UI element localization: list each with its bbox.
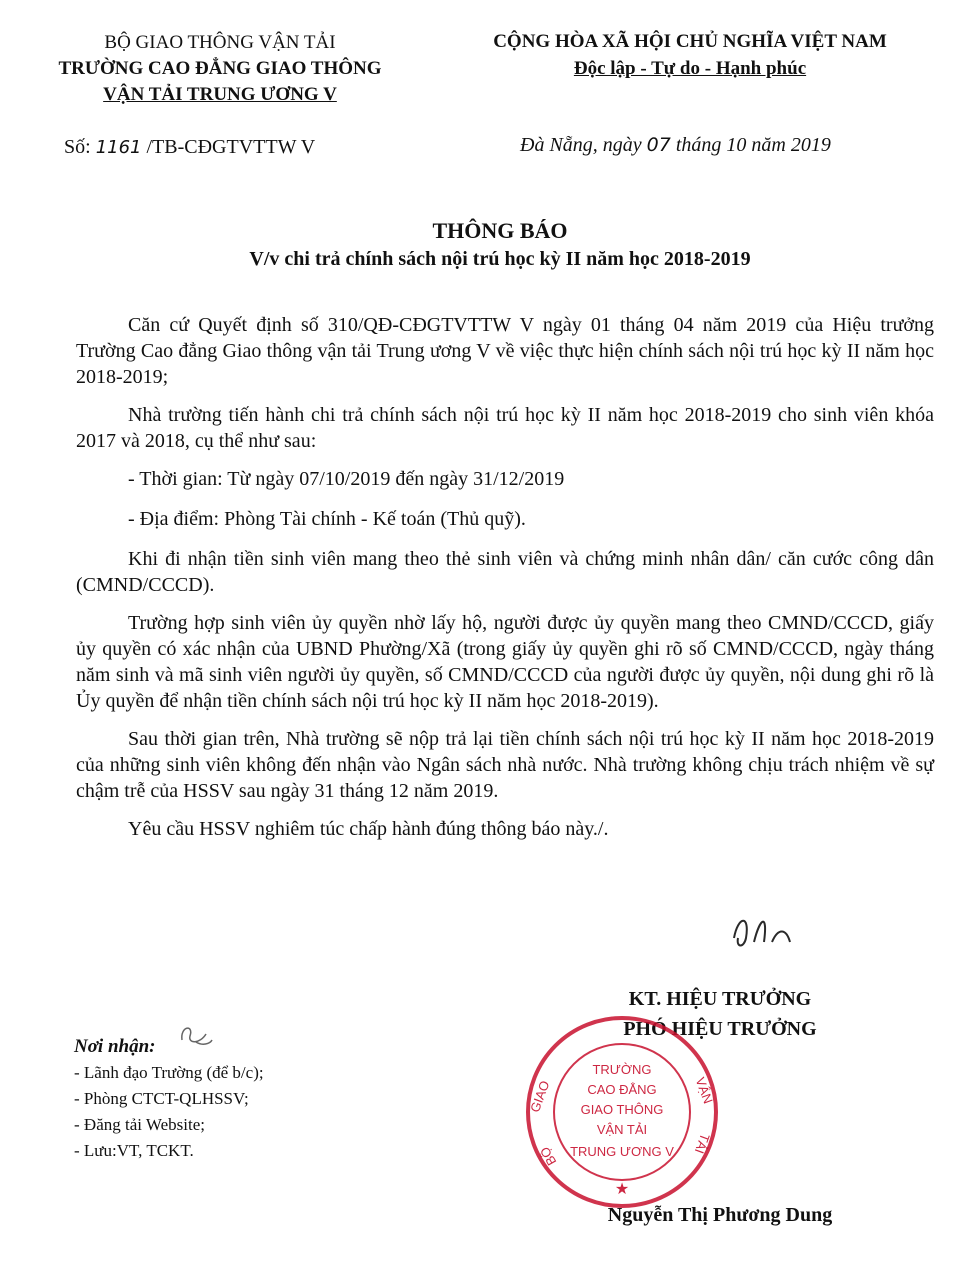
recipients-label: Nơi nhận: [74,1036,156,1057]
official-red-seal [522,1012,722,1212]
svg-text:VẬN: VẬN [692,1075,716,1106]
issuer-header [20,30,420,108]
paragraph-requirements: Khi đi nhận tiền sinh viên mang theo thẻ sinh viên và chứng minh nhân dân/ căn cước công dân (CMND/CCCD). [76,548,934,596]
document-subtitle: V/v chi trả chính sách nội trú học kỳ II năm học 2018-2019 [249,248,751,270]
item-time: - Thời gian: Từ ngày 07/10/2019 đến ngày 31/12/2019 [128,468,565,490]
paragraph-authorization: Trường hợp sinh viên ủy quyền nhờ lấy hộ, người được ủy quyền mang theo CMND/CCCD, giấy ủy quyền có xác nhận của UBND Phường/Xã (trong giấy ủy quyền ghi rõ số CMND/CCCD, ngày tháng năm sinh và mã sinh viên người ủy quyền, số CMND/CCCD của người được ủy quyền, nội dung ghi rõ là Ủy quyền để nhận tiền chính sách nội trú học kỳ II năm học 2018-2019). [76,612,934,712]
document-body [76,312,934,854]
recipient-item: - Phòng CTCT-QLHSSV; [74,1089,249,1108]
paragraph-legal-basis: Căn cứ Quyết định số 310/QĐ-CĐGTVTTW V ngày 01 tháng 04 năm 2019 của Hiệu trưởng Trường Cao đẳng Giao thông vận tải Trung ương V về việc thực hiện chính sách nội trú học kỳ II năm học 2018-2019; [76,314,934,388]
paragraph-announcement: Nhà trường tiến hành chi trả chính sách nội trú học kỳ II năm học 2018-2019 cho sinh viên khóa 2017 và 2018, cụ thể như sau: [76,404,934,452]
paragraph-deadline: Sau thời gian trên, Nhà trường sẽ nộp trả lại tiền chính sách nội trú học kỳ II năm học 2018-2019 của những sinh viên không đến nhận vào Ngân sách nhà nước. Nhà trường không chịu trách nhiệm về sự chậm trễ của HSSV sau ngày 31 tháng 12 năm 2019. [76,728,934,802]
school-name-line2: VẬN TẢI TRUNG ƯƠNG V [103,84,337,105]
svg-text:VẬN TẢI: VẬN TẢI [596,1122,648,1137]
svg-text:GIAO: GIAO [527,1078,553,1115]
date-place: Đà Nẵng, ngày [520,134,642,156]
ref-number: 1161 [95,137,142,158]
svg-text:TẢI: TẢI [691,1131,713,1156]
date-rest: tháng 10 năm 2019 [675,134,831,156]
reference-number [64,136,315,159]
national-header [440,28,940,82]
signer-name: Nguyễn Thị Phương Dung [607,1204,833,1226]
date-day: 07 [646,134,671,156]
initial-signature-mark [728,908,798,952]
item-location: - Địa điểm: Phòng Tài chính - Kế toán (Thủ quỹ). [128,508,526,530]
svg-text:★: ★ [614,1181,630,1198]
svg-text:BỘ: BỘ [536,1144,560,1169]
school-name-line1: TRƯỜNG CAO ĐẲNG GIAO THÔNG [58,58,382,79]
signature-title-line2: PHÓ HIỆU TRƯỞNG [623,1018,817,1040]
document-title: THÔNG BÁO [432,218,568,243]
ref-prefix: Số: [64,136,91,158]
svg-text:CAO ĐẲNG: CAO ĐẲNG [587,1082,657,1097]
ref-suffix: /TB-CĐGTVTTW V [146,136,316,158]
recipient-item: - Đăng tải Website; [74,1115,205,1134]
svg-text:TRUNG ƯƠNG V: TRUNG ƯƠNG V [570,1144,674,1159]
svg-text:GIAO THÔNG: GIAO THÔNG [580,1102,664,1117]
recipients-list [74,1034,264,1164]
issue-date [520,134,831,157]
paragraph-closing: Yêu cầu HSSV nghiêm túc chấp hành đúng thông báo này./. [128,818,609,840]
svg-text:TRƯỜNG: TRƯỜNG [592,1062,652,1077]
ministry-name: BỘ GIAO THÔNG VẬN TẢI [104,32,336,53]
national-motto: Độc lập - Tự do - Hạnh phúc [573,58,807,79]
signature-title-line1: KT. HIỆU TRƯỞNG [628,988,812,1010]
recipient-item: - Lưu:VT, TCKT. [74,1141,194,1160]
nation-name: CỘNG HÒA XÃ HỘI CHỦ NGHĨA VIỆT NAM [493,31,887,52]
recipient-item: - Lãnh đạo Trường (để b/c); [74,1063,264,1082]
